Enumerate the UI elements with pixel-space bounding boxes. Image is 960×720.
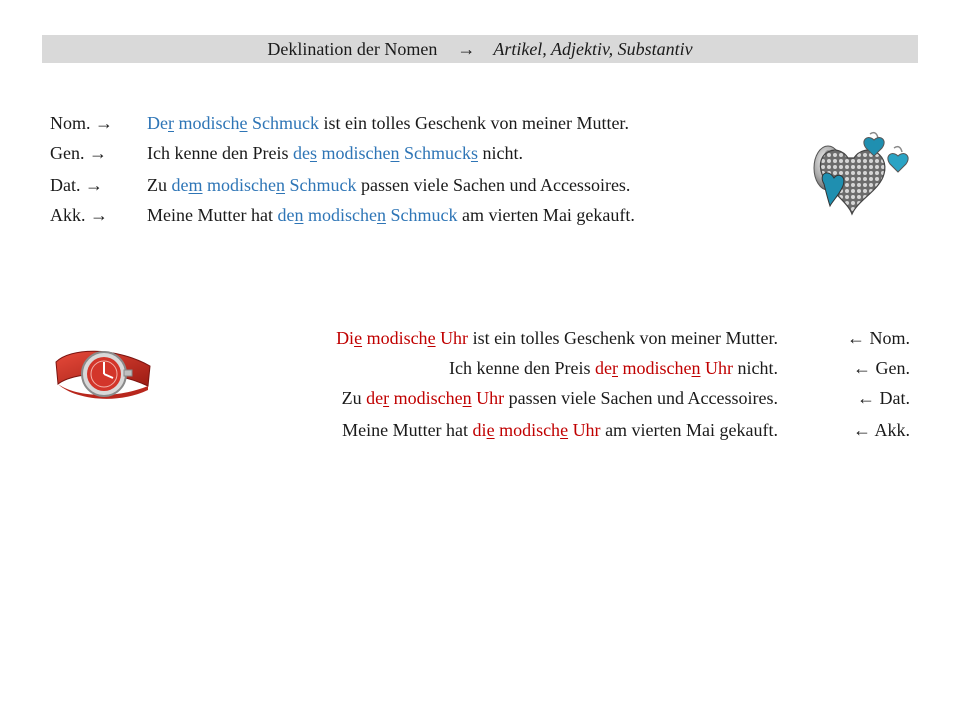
text-segment: Uhr: [572, 420, 601, 440]
case-label: Nom. →: [50, 113, 113, 133]
ending-segment: m: [188, 175, 203, 195]
ending-segment: n: [376, 205, 386, 225]
ending-segment: r: [168, 113, 174, 133]
text-segment: Schmuck: [403, 143, 471, 163]
feminine-row-gen: [0, 353, 960, 383]
text-segment: modisch: [499, 420, 561, 440]
text-segment: passen viele Sachen und Accessoires.: [356, 175, 631, 195]
text-segment: passen viele Sachen und Accessoires.: [504, 388, 778, 408]
sentence: [342, 383, 778, 413]
text-segment: Uhr: [705, 358, 733, 378]
text-segment: modisch: [178, 113, 240, 133]
sentence: [147, 108, 629, 138]
sentence: [147, 170, 630, 200]
text-segment: modische: [393, 388, 463, 408]
jewelry-charms-icon: [808, 128, 912, 220]
text-segment: Uhr: [440, 328, 469, 348]
text-segment: de: [292, 143, 310, 163]
text-segment: di: [472, 420, 487, 440]
text-segment: ist ein tolles Geschenk von meiner Mutter.: [319, 113, 629, 133]
text-segment: modische: [622, 358, 692, 378]
case-label: ← Dat.: [857, 388, 910, 408]
feminine-row-akk: [0, 415, 960, 445]
text-segment: Ich kenne den Preis: [449, 358, 595, 378]
text-segment: de: [595, 358, 612, 378]
ending-segment: n: [390, 143, 400, 163]
sentence: [147, 138, 523, 168]
text-segment: modische: [207, 175, 277, 195]
ending-segment: n: [691, 358, 701, 378]
text-segment: modische: [307, 205, 377, 225]
text-segment: am vierten Mai gekauft.: [600, 420, 778, 440]
case-label: ← Nom.: [847, 328, 910, 348]
text-segment: nicht.: [477, 143, 523, 163]
header-subtitle: Artikel, Adjektiv, Substantiv: [493, 38, 693, 59]
text-segment: modische: [321, 143, 391, 163]
text-segment: Zu: [341, 388, 367, 408]
ending-segment: n: [462, 388, 472, 408]
text-segment: ist ein tolles Geschenk von meiner Mutter.: [468, 328, 778, 348]
text-segment: Schmuck: [289, 175, 357, 195]
case-label: Gen. →: [50, 143, 107, 163]
ending-segment: e: [354, 328, 363, 348]
header-title: Deklination der Nomen: [267, 38, 438, 59]
case-label: ← Gen.: [853, 358, 910, 378]
ending-segment: n: [276, 175, 286, 195]
text-segment: Uhr: [476, 388, 505, 408]
text-segment: De: [147, 113, 168, 133]
ending-segment: s: [309, 143, 317, 163]
text-segment: de: [171, 175, 189, 195]
ending-segment: e: [560, 420, 569, 440]
text-segment: Di: [336, 328, 355, 348]
sentence: [147, 200, 635, 230]
text-segment: Meine Mutter hat: [147, 205, 278, 225]
case-label: Akk. →: [50, 205, 108, 225]
ending-segment: r: [612, 358, 618, 378]
text-segment: modisch: [366, 328, 428, 348]
text-segment: Meine Mutter hat: [342, 420, 473, 440]
sentence: [449, 353, 778, 383]
sentence: [342, 415, 778, 445]
text-segment: am vierten Mai gekauft.: [457, 205, 635, 225]
ending-segment: e: [427, 328, 436, 348]
ending-segment: e: [239, 113, 248, 133]
sentence: [336, 323, 778, 353]
text-segment: de: [277, 205, 295, 225]
text-segment: Ich kenne den Preis: [147, 143, 293, 163]
case-label: Dat. →: [50, 175, 103, 195]
text-segment: Zu: [147, 175, 172, 195]
header-bar: [42, 35, 918, 63]
ending-segment: e: [486, 420, 495, 440]
ending-segment: r: [383, 388, 390, 408]
text-segment: Schmuck: [390, 205, 458, 225]
text-segment: de: [366, 388, 384, 408]
feminine-row-nom: [0, 323, 960, 353]
text-segment: Schmuck: [252, 113, 319, 133]
ending-segment: s: [470, 143, 478, 163]
header-arrow: →: [457, 38, 476, 59]
ending-segment: n: [294, 205, 304, 225]
text-segment: nicht.: [733, 358, 778, 378]
case-label: ← Akk.: [852, 420, 910, 440]
feminine-row-dat: [0, 383, 960, 413]
